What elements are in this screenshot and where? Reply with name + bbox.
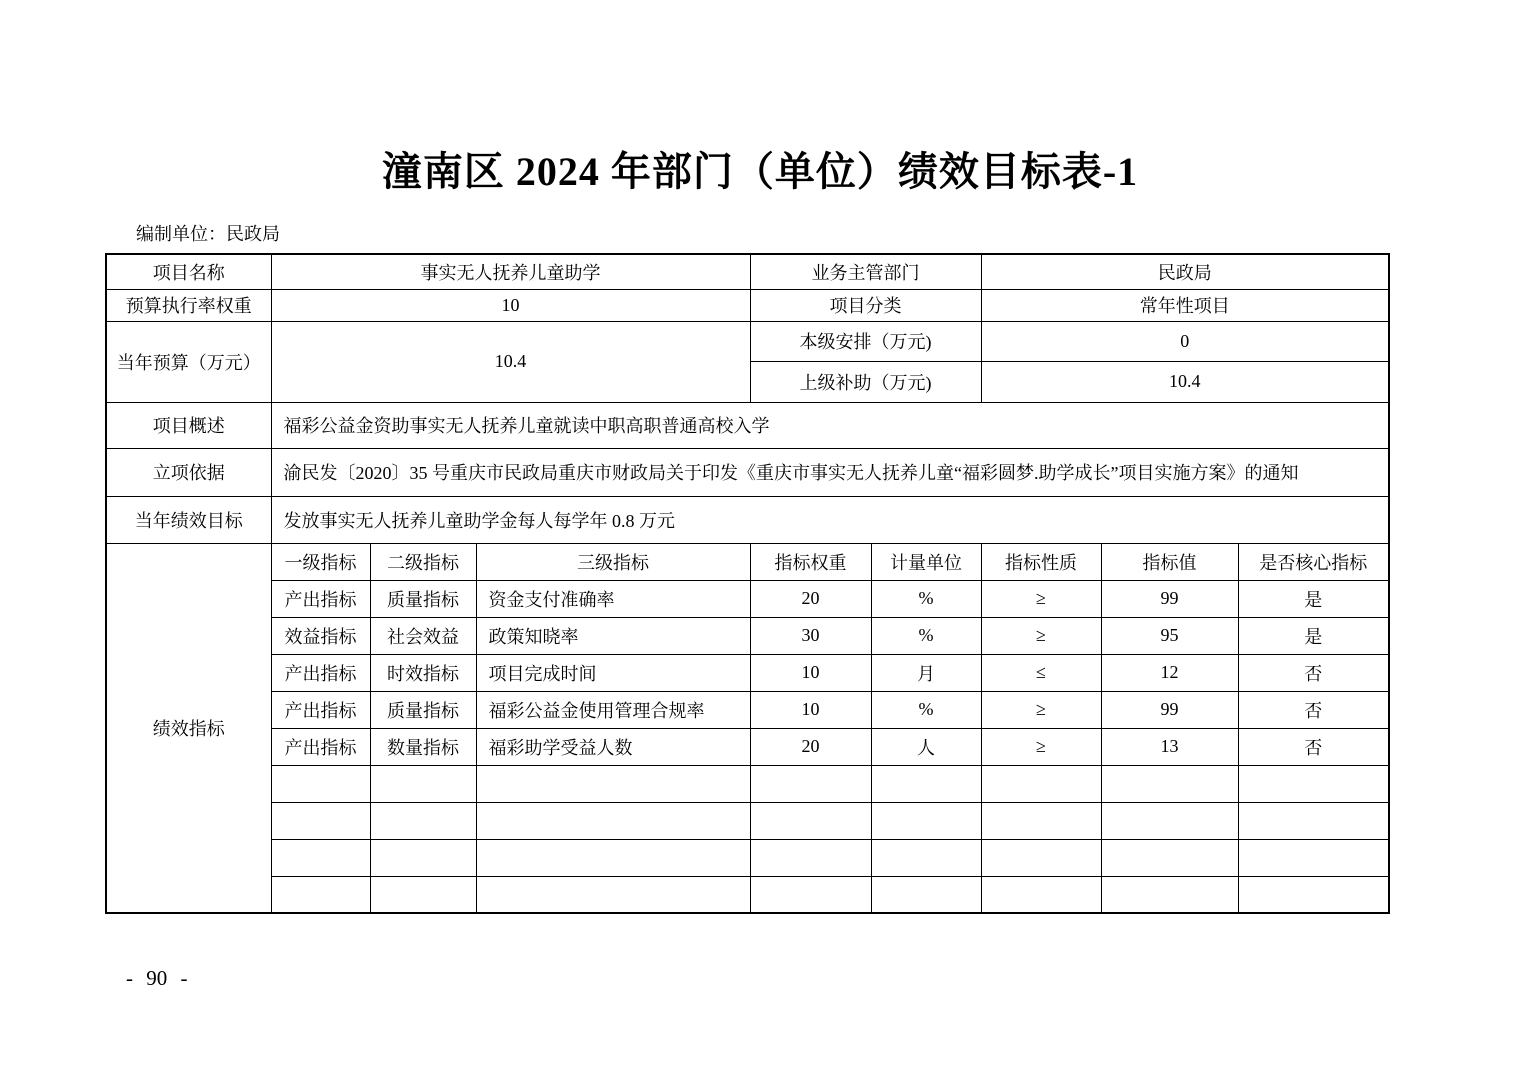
project-name-value: 事实无人抚养儿童助学 [271,254,750,289]
empty-cell [750,802,871,839]
empty-cell [981,876,1101,913]
indicator-weight: 30 [750,617,871,654]
indicator-row [106,617,1389,654]
annual-budget-label: 当年预算（万元） [106,321,271,402]
indicator-section-label: 绩效指标 [106,543,271,913]
empty-cell [370,839,476,876]
indicator-empty-row [106,765,1389,802]
indicator-level2: 质量指标 [370,580,476,617]
indicator-header-row [106,543,1389,580]
indicator-level1: 产出指标 [271,654,370,691]
empty-cell [1101,765,1238,802]
indicator-header-value: 指标值 [1101,543,1238,580]
indicator-header-core: 是否核心指标 [1238,543,1389,580]
indicator-unit: 月 [871,654,981,691]
empty-cell [750,876,871,913]
budget-exec-weight-value: 10 [271,289,750,321]
indicator-weight: 20 [750,580,871,617]
table-row [106,321,1389,361]
empty-cell [871,876,981,913]
indicator-value: 13 [1101,728,1238,765]
superior-subsidy-value: 10.4 [981,361,1389,402]
empty-cell [981,765,1101,802]
indicator-nature: ≥ [981,728,1101,765]
indicator-header-level2: 二级指标 [370,543,476,580]
indicator-nature: ≥ [981,580,1101,617]
indicator-level3: 项目完成时间 [476,654,750,691]
indicator-core: 是 [1238,580,1389,617]
indicator-header-unit: 计量单位 [871,543,981,580]
indicator-weight: 20 [750,728,871,765]
project-category-value: 常年性项目 [981,289,1389,321]
indicator-unit: 人 [871,728,981,765]
indicator-core: 是 [1238,617,1389,654]
indicator-row [106,580,1389,617]
project-overview-label: 项目概述 [106,402,271,448]
page-number: - 90 - [126,966,188,990]
indicator-weight: 10 [750,654,871,691]
indicator-nature: ≥ [981,617,1101,654]
indicator-nature: ≥ [981,691,1101,728]
indicator-level2: 社会效益 [370,617,476,654]
project-basis-value: 渝民发〔2020〕35 号重庆市民政局重庆市财政局关于印发《重庆市事实无人抚养儿童“福彩圆梦.助学成长”项目实施方案》的通知 [271,448,1389,496]
indicator-unit: % [871,617,981,654]
empty-cell [871,765,981,802]
empty-cell [370,802,476,839]
indicator-nature: ≤ [981,654,1101,691]
indicator-level1: 产出指标 [271,728,370,765]
table-row [106,402,1389,448]
competent-dept-value: 民政局 [981,254,1389,289]
empty-cell [271,839,370,876]
empty-cell [871,839,981,876]
empty-cell [271,765,370,802]
competent-dept-label: 业务主管部门 [750,254,981,289]
table-row [106,289,1389,321]
indicator-row [106,691,1389,728]
indicator-level2: 数量指标 [370,728,476,765]
empty-cell [981,802,1101,839]
performance-target-table [105,253,1390,914]
indicator-unit: % [871,691,981,728]
indicator-level2: 质量指标 [370,691,476,728]
empty-cell [981,839,1101,876]
indicator-row [106,728,1389,765]
empty-cell [271,876,370,913]
empty-cell [1101,876,1238,913]
indicator-value: 12 [1101,654,1238,691]
table-row [106,448,1389,496]
indicator-core: 否 [1238,691,1389,728]
indicator-value: 99 [1101,691,1238,728]
table-row [106,496,1389,543]
empty-cell [370,876,476,913]
annual-target-label: 当年绩效目标 [106,496,271,543]
empty-cell [271,802,370,839]
annual-budget-value: 10.4 [271,321,750,402]
empty-cell [871,802,981,839]
local-arrangement-label: 本级安排（万元) [750,321,981,361]
indicator-core: 否 [1238,654,1389,691]
indicator-level1: 效益指标 [271,617,370,654]
empty-cell [750,765,871,802]
indicator-header-nature: 指标性质 [981,543,1101,580]
empty-cell [476,876,750,913]
indicator-level3: 政策知晓率 [476,617,750,654]
indicator-header-weight: 指标权重 [750,543,871,580]
table-row [106,254,1389,289]
local-arrangement-value: 0 [981,321,1389,361]
annual-target-value: 发放事实无人抚养儿童助学金每人每学年 0.8 万元 [271,496,1389,543]
empty-cell [1238,876,1389,913]
empty-cell [1238,765,1389,802]
indicator-value: 95 [1101,617,1238,654]
empty-cell [476,765,750,802]
indicator-unit: % [871,580,981,617]
page-title: 潼南区 2024 年部门（单位）绩效目标表-1 [381,149,1139,194]
empty-cell [1101,839,1238,876]
superior-subsidy-label: 上级补助（万元) [750,361,981,402]
indicator-level1: 产出指标 [271,691,370,728]
empty-cell [476,839,750,876]
indicator-row [106,654,1389,691]
indicator-header-level3: 三级指标 [476,543,750,580]
empty-cell [1238,839,1389,876]
indicator-empty-row [106,802,1389,839]
empty-cell [476,802,750,839]
budget-exec-weight-label: 预算执行率权重 [106,289,271,321]
project-category-label: 项目分类 [750,289,981,321]
empty-cell [1238,802,1389,839]
indicator-header-level1: 一级指标 [271,543,370,580]
indicator-level3: 资金支付准确率 [476,580,750,617]
prepared-by-label: 编制单位：民政局 [136,224,280,244]
empty-cell [750,839,871,876]
indicator-weight: 10 [750,691,871,728]
project-overview-value: 福彩公益金资助事实无人抚养儿童就读中职高职普通高校入学 [271,402,1389,448]
indicator-core: 否 [1238,728,1389,765]
indicator-empty-row [106,839,1389,876]
indicator-level3: 福彩助学受益人数 [476,728,750,765]
indicator-level3: 福彩公益金使用管理合规率 [476,691,750,728]
indicator-value: 99 [1101,580,1238,617]
empty-cell [1101,802,1238,839]
indicator-level1: 产出指标 [271,580,370,617]
indicator-level2: 时效指标 [370,654,476,691]
empty-cell [370,765,476,802]
indicator-empty-row [106,876,1389,913]
project-name-label: 项目名称 [106,254,271,289]
project-basis-label: 立项依据 [106,448,271,496]
